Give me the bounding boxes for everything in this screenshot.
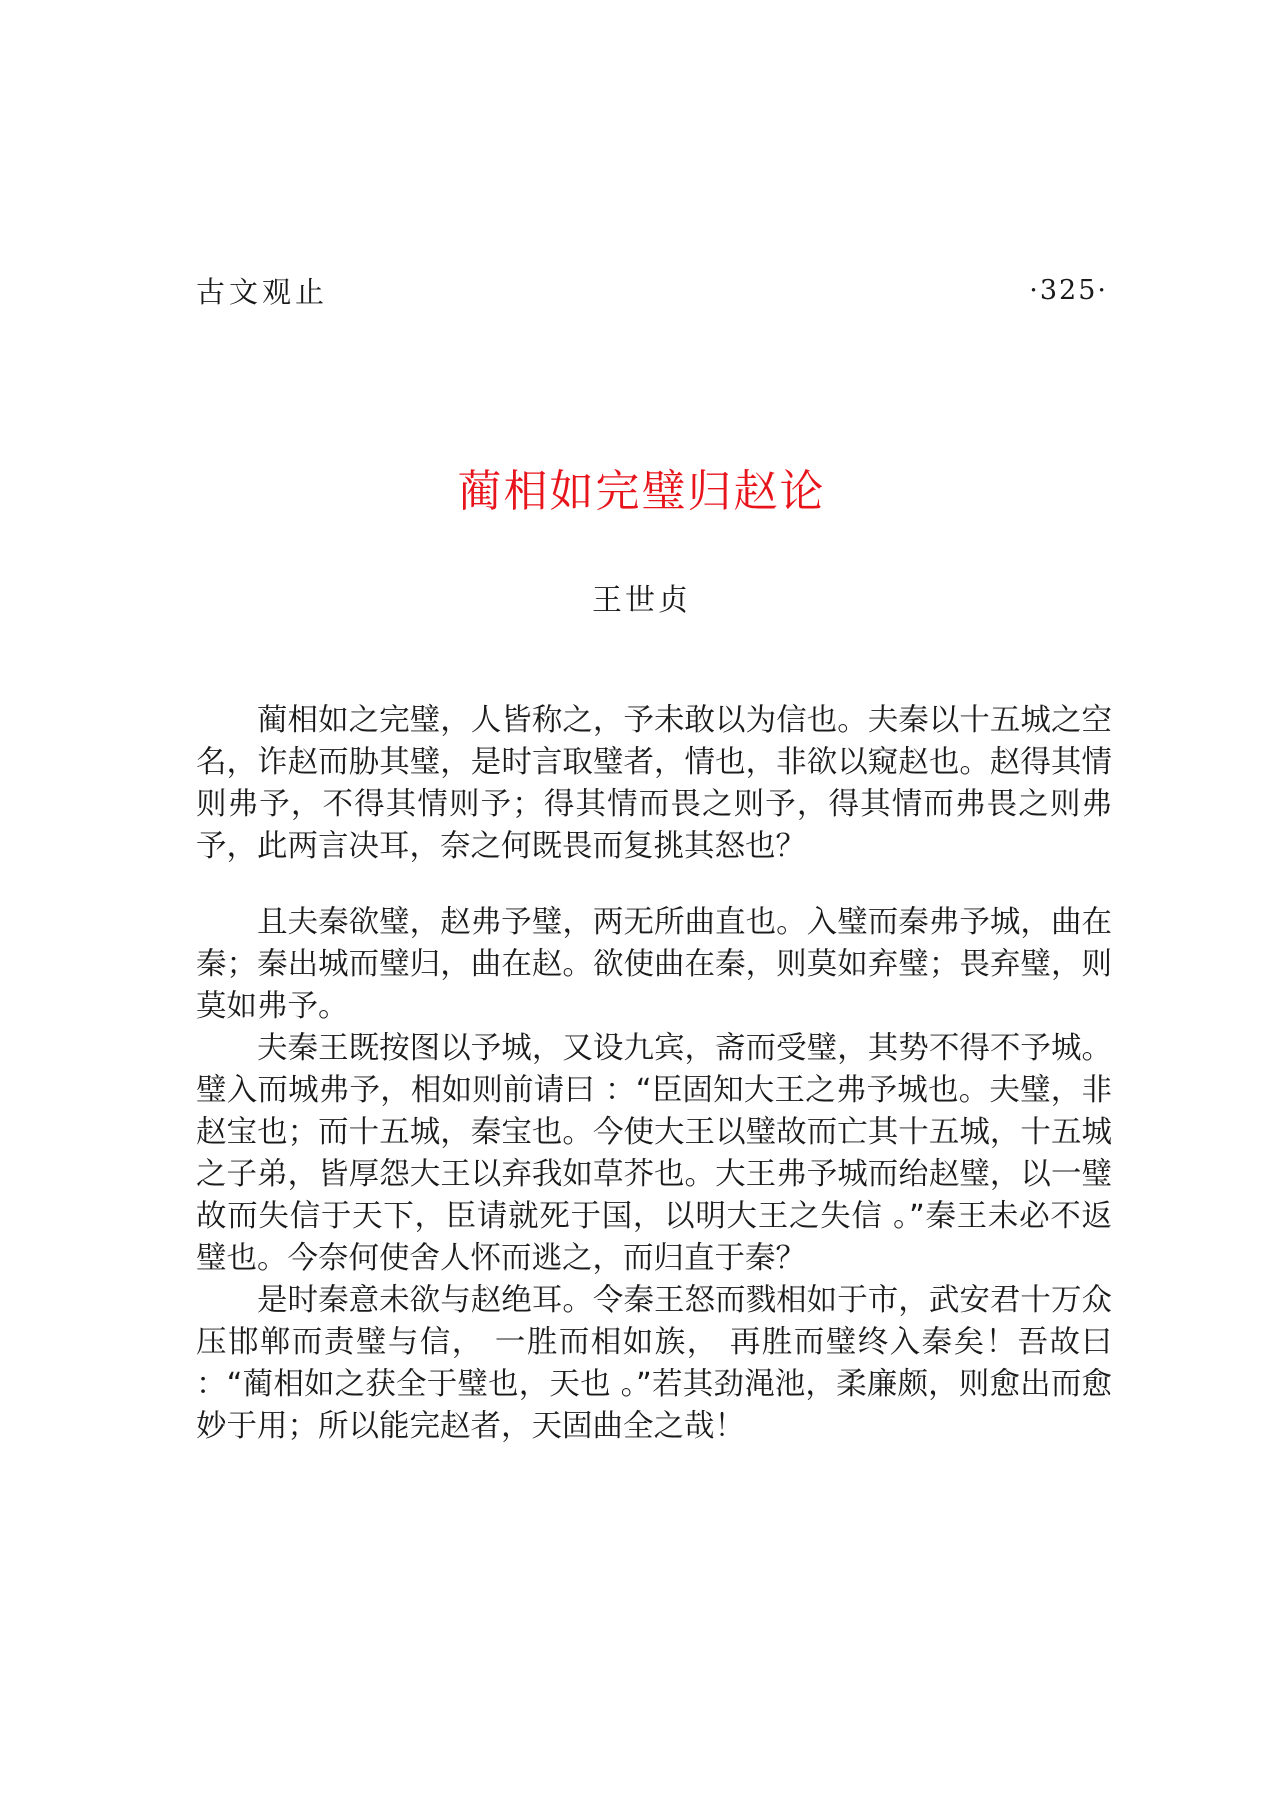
essay-title: 蔺相如完璧归赵论: [457, 466, 826, 517]
page-number: ·325·: [1029, 274, 1108, 306]
author-name: 王世贞: [592, 583, 691, 618]
running-head: [196, 270, 1108, 310]
paragraph: 蔺相如之完璧，人皆称之，予未敢以为信也。夫秦以十五城之空名，诈赵而胁其璧，是时言取璧者，情也，非欲以窥赵也。赵得其情则弗予，不得其情则予；得其情而畏之则予，得其情而弗畏之则弗予，此两言决耳，奈之何既畏而复挑其怒也？: [196, 703, 1112, 864]
paragraph: 是时秦意未欲与赵绝耳。令秦王怒而戮相如于市，武安君十万众压邯郸而责璧与信， 一胜而相如族， 再胜而璧终入秦矣！吾故曰 ：“蔺相如之获全于璧也，天也 。”若其劲渑池，柔廉颇，则愈出而愈妙于用；所以能完赵者，天固曲全之哉！: [196, 1283, 1112, 1444]
paragraph: 且夫秦欲璧，赵弗予璧，两无所曲直也。入璧而秦弗予城，曲在秦；秦出城而璧归，曲在赵。欲使曲在秦，则莫如弃璧；畏弃璧，则莫如弗予。: [196, 905, 1112, 1024]
essay-body: [196, 700, 1112, 1448]
book-title: 古文观止: [196, 274, 329, 309]
paragraph: 夫秦王既按图以予城，又设九宾，斋而受璧，其势不得不予城。璧入而城弗予，相如则前请曰 ：“臣固知大王之弗予城也。夫璧，非赵宝也；而十五城，秦宝也。今使大王以璧故而亡其十五城，十五城之子弟，皆厚怨大王以弃我如草芥也。大王弗予城而绐赵璧，以一璧故而失信于天下，臣请就死于国，以明大王之失信 。”秦王未必不返璧也。今奈何使舍人怀而逃之，而归直于秦？: [196, 1031, 1112, 1276]
